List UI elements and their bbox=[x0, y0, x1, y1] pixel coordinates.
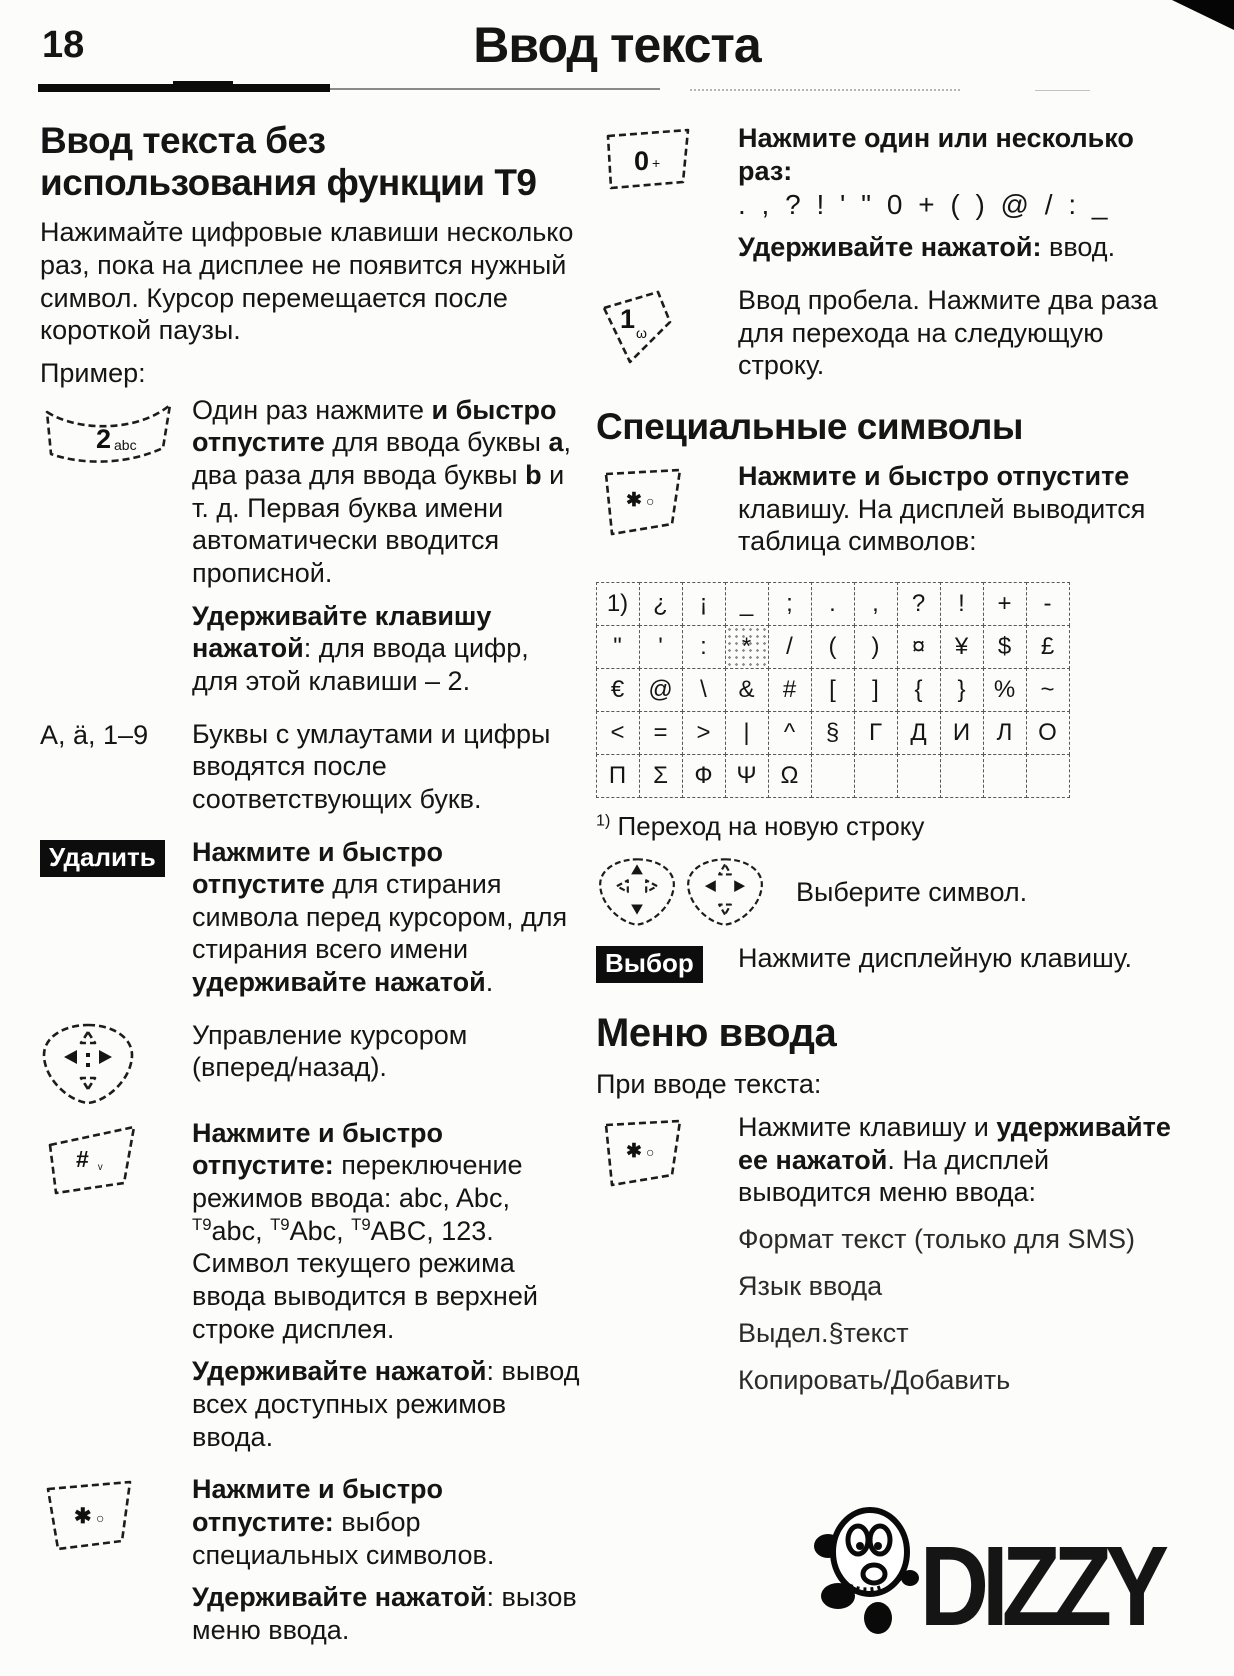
symbol-cell: ^ bbox=[768, 711, 812, 755]
symbol-cell: ¤ bbox=[897, 625, 941, 669]
symbol-cell: : bbox=[682, 625, 726, 669]
symbol-cell: [ bbox=[811, 668, 855, 712]
symbol-cell: , bbox=[854, 582, 898, 626]
section-heading-no-t9: Ввод текста без использования функции Т9 bbox=[40, 120, 537, 204]
svg-text:○: ○ bbox=[646, 1143, 655, 1160]
navigation-key-icon bbox=[684, 856, 766, 928]
symbol-cell: + bbox=[983, 582, 1027, 626]
example-label: Пример: bbox=[40, 357, 146, 388]
instruction-text: Ввод пробела. Нажмите два раза для перехода на следующую строку. bbox=[738, 284, 1158, 381]
symbol-table-row bbox=[596, 754, 1069, 797]
symbol-table-row bbox=[596, 625, 1069, 668]
star-key-icon bbox=[40, 1473, 192, 1656]
symbol-cell: ' bbox=[639, 625, 683, 669]
instruction-text: Удерживайте нажатой: вывод всех доступных режимов ввода. bbox=[192, 1356, 580, 1452]
header-rule-dotted bbox=[690, 89, 960, 91]
header-rule bbox=[38, 84, 330, 92]
svg-text:0: 0 bbox=[634, 146, 650, 176]
symbol-cell: ; bbox=[768, 582, 812, 626]
symbol-cell: " bbox=[596, 625, 640, 669]
navigation-key-icon bbox=[40, 1019, 192, 1107]
symbol-cell: | bbox=[725, 711, 769, 755]
instruction-row-select-symbol bbox=[596, 856, 1176, 928]
symbol-cell: Ф bbox=[682, 754, 726, 798]
svg-text:ᵥ: ᵥ bbox=[98, 1155, 103, 1172]
symbol-cell: ¡ bbox=[682, 582, 726, 626]
menu-item: Язык ввода bbox=[738, 1270, 883, 1301]
instruction-row-delete bbox=[40, 836, 580, 1009]
symbol-cell: \ bbox=[682, 668, 726, 712]
instruction-text: Нажмите и быстро отпустите: выбор специальных символов. bbox=[192, 1474, 495, 1570]
instruction-row-key-2 bbox=[40, 394, 580, 708]
svg-text:1: 1 bbox=[620, 303, 636, 334]
dizzy-character-icon bbox=[808, 1490, 920, 1638]
right-column bbox=[596, 120, 1176, 1421]
symbol-cell bbox=[940, 754, 984, 798]
instruction-text: Буквы с умлаутами и цифры вводятся после соответствующих букв. bbox=[192, 718, 551, 814]
instruction-row-star-table bbox=[596, 460, 1176, 568]
symbol-cell: И bbox=[940, 711, 984, 755]
instruction-row-hash bbox=[40, 1117, 580, 1464]
symbol-cell: - bbox=[1026, 582, 1070, 626]
instruction-text: Управление курсором (вперед/назад). bbox=[192, 1019, 468, 1083]
dizzy-logo-text: DIZZY bbox=[919, 1523, 1162, 1650]
special-symbols-table bbox=[596, 582, 1069, 797]
symbol-cell bbox=[897, 754, 941, 798]
symbol-cell: ? bbox=[897, 582, 941, 626]
symbol-cell: @ bbox=[639, 668, 683, 712]
symbol-cell: § bbox=[811, 711, 855, 755]
instruction-text: Нажмите и быстро отпустите для стирания символа перед курсором, для стирания всего имени удерживайте нажатой. bbox=[192, 836, 568, 998]
symbol-cell: } bbox=[940, 668, 984, 712]
symbol-cell: Ω bbox=[768, 754, 812, 798]
symbol-cell: . bbox=[811, 582, 855, 626]
symbol-cell: Σ bbox=[639, 754, 683, 798]
intro-paragraph: Нажимайте цифровые клавиши несколько раз, пока на дисплее не появится нужный символ. Курсор перемещается после короткой паузы. bbox=[40, 217, 574, 346]
instruction-text: Нажмите и быстро отпустите клавишу. На дисплей выводится таблица символов: bbox=[738, 461, 1146, 557]
instruction-text: Нажмите клавишу и удерживайте ее нажатой. На дисплей выводится меню ввода: bbox=[738, 1111, 1171, 1208]
instruction-text: Нажмите один или несколько раз: bbox=[738, 123, 1134, 186]
table-footnote: $^{1)}$ Переход на новую строку bbox=[596, 811, 925, 842]
menu-item: Копировать/Добавить bbox=[738, 1364, 1011, 1395]
svg-text:#: # bbox=[76, 1145, 89, 1172]
header-rule-faint bbox=[1035, 90, 1090, 91]
symbol-cell: £ bbox=[1026, 625, 1070, 669]
instruction-row-select-softkey bbox=[596, 942, 1176, 985]
svg-text:ω: ω bbox=[636, 324, 647, 341]
svg-text:+: + bbox=[652, 155, 661, 171]
instruction-row-input-menu bbox=[596, 1111, 1176, 1411]
page-title: Ввод текста bbox=[473, 17, 761, 73]
instruction-text: Удерживайте нажатой: ввод. bbox=[738, 232, 1116, 263]
umlaut-term: А, ä, 1–9 bbox=[40, 719, 149, 750]
symbol-cell: Л bbox=[983, 711, 1027, 755]
section-heading-input-menu: Меню ввода bbox=[596, 1010, 837, 1055]
symbol-cell bbox=[854, 754, 898, 798]
instruction-row-star bbox=[40, 1473, 580, 1656]
symbol-cell: Д bbox=[897, 711, 941, 755]
symbol-cell bbox=[1026, 754, 1070, 798]
symbol-cell: Ψ bbox=[725, 754, 769, 798]
delete-softkey-badge: Удалить bbox=[40, 840, 165, 877]
symbol-cell: { bbox=[897, 668, 941, 712]
symbol-cell: ) bbox=[854, 625, 898, 669]
symbol-cell: $ bbox=[983, 625, 1027, 669]
instruction-row-umlauts bbox=[40, 718, 580, 826]
navigation-key-icon bbox=[596, 856, 678, 928]
instruction-row-key-1 bbox=[596, 284, 1176, 392]
instruction-text: Выберите символ. bbox=[796, 876, 1028, 907]
symbol-cell: _ bbox=[725, 582, 769, 626]
header-rule-thin bbox=[330, 88, 660, 90]
symbol-cell: ( bbox=[811, 625, 855, 669]
symbol-cell: ¥ bbox=[940, 625, 984, 669]
symbol-cell: О bbox=[1026, 711, 1070, 755]
symbol-cell: < bbox=[596, 711, 640, 755]
star-key-icon bbox=[596, 460, 738, 568]
symbol-cell: ~ bbox=[1026, 668, 1070, 712]
left-column bbox=[40, 120, 580, 1667]
dizzy-logo bbox=[808, 1490, 1162, 1650]
symbol-table-row bbox=[596, 582, 1069, 625]
instruction-text: Нажмите дисплейную клавишу. bbox=[738, 943, 1133, 974]
symbol-cell: Г bbox=[854, 711, 898, 755]
svg-text:✱: ✱ bbox=[74, 1505, 92, 1529]
svg-text:✱: ✱ bbox=[626, 1140, 642, 1162]
symbol-cell: 1) bbox=[596, 582, 640, 626]
symbol-cell: ¿ bbox=[639, 582, 683, 626]
instruction-row-key-0 bbox=[596, 122, 1176, 274]
svg-text:2: 2 bbox=[96, 423, 112, 454]
page-corner-mark bbox=[1172, 0, 1234, 30]
symbol-table-row bbox=[596, 711, 1069, 754]
punctuation-symbols: . , ? ! ' " 0 + ( ) @ / : _ bbox=[738, 189, 1112, 221]
svg-text:✱: ✱ bbox=[626, 490, 642, 512]
instruction-text: Удерживайте клавишу нажатой: для ввода цифр, для этой клавиши – 2. bbox=[192, 600, 529, 696]
input-menu-intro: При вводе текста: bbox=[596, 1069, 822, 1100]
symbol-cell: ] bbox=[854, 668, 898, 712]
symbol-cell: ! bbox=[940, 582, 984, 626]
instruction-text: Удерживайте нажатой: вызов меню ввода. bbox=[192, 1582, 577, 1645]
key-0-icon bbox=[596, 122, 738, 274]
select-softkey-badge: Выбор bbox=[596, 946, 703, 983]
symbol-table-row bbox=[596, 668, 1069, 711]
key-2-icon bbox=[40, 394, 192, 708]
symbol-cell: = bbox=[639, 711, 683, 755]
symbol-cell: & bbox=[725, 668, 769, 712]
instruction-row-cursor bbox=[40, 1019, 580, 1107]
symbol-cell: € bbox=[596, 668, 640, 712]
symbol-cell: > bbox=[682, 711, 726, 755]
svg-text:abc: abc bbox=[114, 436, 137, 453]
symbol-cell: П bbox=[596, 754, 640, 798]
symbol-cell: % bbox=[983, 668, 1027, 712]
symbol-cell bbox=[811, 754, 855, 798]
symbol-cell: * bbox=[725, 625, 769, 669]
svg-text:○: ○ bbox=[96, 1510, 105, 1527]
page-number: 18 bbox=[42, 24, 85, 66]
menu-item: Выдел.§текст bbox=[738, 1317, 909, 1348]
symbol-cell bbox=[983, 754, 1027, 798]
key-1-icon bbox=[596, 284, 738, 392]
symbol-cell: # bbox=[768, 668, 812, 712]
star-key-icon bbox=[596, 1111, 738, 1411]
symbol-cell: / bbox=[768, 625, 812, 669]
instruction-text: Нажмите и быстро отпустите: переключение режимов ввода: abc, Abc, $^{T9}$abc, $^{T9}$Abc, $^{T9}$ABC, 123. Символ текущего режима ввода выводится в верхней строке дисплея. bbox=[192, 1117, 538, 1344]
section-heading-special-symbols: Специальные символы bbox=[596, 405, 1024, 447]
menu-item: Формат текст (только для SMS) bbox=[738, 1223, 1136, 1254]
hash-key-icon bbox=[40, 1117, 192, 1464]
instruction-text: Один раз нажмите и быстро отпустите для ввода буквы a, два раза для ввода буквы b и т. д. Первая буква имени автоматически вводится прописной. bbox=[192, 394, 571, 588]
svg-text:○: ○ bbox=[646, 493, 655, 510]
